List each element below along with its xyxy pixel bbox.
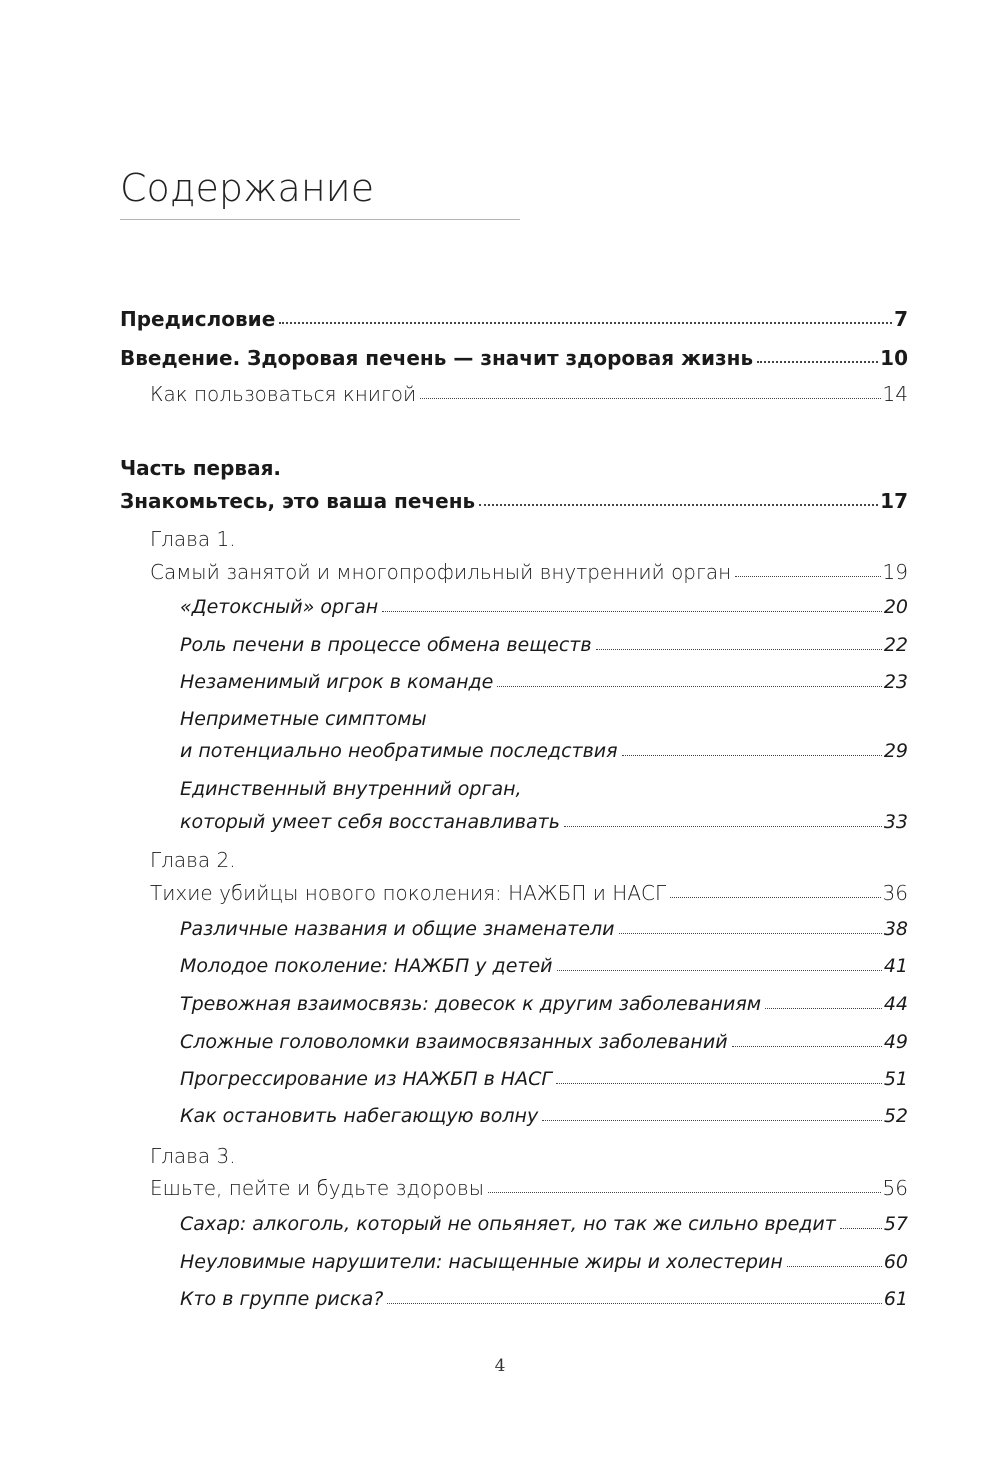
toc-entry-label: Введение. Здоровая печень — значит здоровая жизнь: [120, 346, 754, 370]
toc-entry-subsection[interactable]: [180, 1033, 908, 1052]
toc-entry-page: 52: [883, 1105, 908, 1127]
leader-dots: [765, 1008, 882, 1009]
toc-entry-chapter-3[interactable]: [150, 1178, 908, 1198]
toc-entry-howto[interactable]: [150, 384, 908, 404]
toc-entry-page: 36: [882, 881, 908, 905]
toc-entry-page: 19: [882, 560, 908, 584]
toc-entry-label: «Детоксный» орган: [180, 596, 379, 618]
toc-entry-label: Сложные головоломки взаимосвязанных заболеваний: [180, 1031, 728, 1053]
toc-entry-page: 23: [883, 671, 908, 693]
leader-dots: [556, 1083, 882, 1084]
leader-dots: [279, 322, 892, 324]
toc-entry-page: 51: [883, 1068, 908, 1090]
leader-dots: [387, 1303, 881, 1304]
title-divider: [120, 219, 520, 220]
toc-entry-subsection[interactable]: [180, 1215, 908, 1234]
toc-entry-subsection[interactable]: [180, 636, 908, 655]
leader-dots: [787, 1266, 882, 1267]
toc-entry-subsection[interactable]: [180, 1070, 908, 1089]
toc-entry-page: 20: [883, 596, 908, 618]
leader-dots: [757, 361, 878, 363]
toc-entry-label-line: Неприметные симптомы: [180, 708, 427, 730]
toc-entry-label: Знакомьтесь, это ваша печень: [120, 489, 476, 513]
leader-dots: [557, 970, 882, 971]
toc-entry-label: Предисловие: [120, 307, 276, 331]
toc-entry-page: 29: [883, 740, 908, 762]
leader-dots: [479, 504, 878, 506]
leader-dots: [497, 686, 881, 687]
toc-entry-page: 17: [880, 489, 908, 513]
toc-entry-label: Ешьте, пейте и будьте здоровы: [150, 1176, 485, 1200]
leader-dots: [619, 933, 882, 934]
leader-dots: [840, 1228, 882, 1229]
toc-entry-label: Тихие убийцы нового поколения: НАЖБП и НАСГ: [150, 881, 667, 905]
toc-entry-part1[interactable]: [120, 491, 908, 511]
page-number: 4: [494, 1356, 506, 1376]
toc-entry-page: 10: [880, 346, 908, 370]
leader-dots: [382, 611, 882, 612]
leader-dots: [488, 1192, 880, 1193]
leader-dots: [420, 398, 880, 399]
leader-dots: [732, 1046, 882, 1047]
toc-entry-label: который умеет себя восстанавливать: [180, 811, 560, 833]
toc-entry-label: Сахар: алкоголь, который не опьяняет, но так же сильно вредит: [180, 1213, 836, 1235]
page-title: Содержание: [120, 166, 375, 210]
toc-entry-page: 61: [883, 1288, 908, 1310]
toc-entry-subsection[interactable]: [180, 920, 908, 939]
toc-entry-page: 38: [883, 918, 908, 940]
toc-entry-page: 22: [883, 634, 908, 656]
toc-entry-label: Различные названия и общие знаменатели: [180, 918, 615, 940]
toc-entry-subsection[interactable]: [180, 1290, 908, 1309]
leader-dots: [596, 649, 882, 650]
toc-entry-page: 7: [894, 307, 908, 331]
toc-entry-label: Незаменимый игрок в команде: [180, 671, 494, 693]
toc-entry-label: и потенциально необратимые последствия: [180, 740, 618, 762]
toc-entry-subsection[interactable]: [180, 957, 908, 976]
leader-dots: [564, 826, 882, 827]
toc-entry-subsection[interactable]: [180, 995, 908, 1014]
toc-entry-label: Кто в группе риска?: [180, 1288, 384, 1310]
toc-entry-subsection[interactable]: [180, 1107, 908, 1126]
toc-entry-label: Тревожная взаимосвязь: довесок к другим заболеваниям: [180, 993, 762, 1015]
toc-entry-subsection[interactable]: [180, 742, 908, 761]
toc-entry-page: 14: [882, 382, 908, 406]
toc-entry-label-line: Единственный внутренний орган,: [180, 778, 522, 800]
toc-entry-label: Неуловимые нарушители: насыщенные жиры и холестерин: [180, 1251, 783, 1273]
toc-entry-page: 41: [883, 955, 908, 977]
leader-dots: [670, 897, 880, 898]
toc-entry-preface[interactable]: [120, 309, 908, 329]
leader-dots: [622, 755, 882, 756]
chapter-heading: Глава 2.: [150, 848, 236, 872]
toc-entry-subsection[interactable]: [180, 1253, 908, 1272]
toc-entry-label: Прогрессирование из НАЖБП в НАСГ: [180, 1068, 552, 1090]
toc-entry-page: 60: [883, 1251, 908, 1273]
toc-entry-subsection[interactable]: [180, 673, 908, 692]
toc-entry-intro[interactable]: [120, 348, 908, 368]
toc-entry-page: 44: [883, 993, 908, 1015]
toc-entry-label: Молодое поколение: НАЖБП у детей: [180, 955, 553, 977]
chapter-heading: Глава 3.: [150, 1144, 236, 1168]
part-heading: Часть первая.: [120, 456, 282, 480]
toc-entry-page: 33: [883, 811, 908, 833]
leader-dots: [735, 576, 880, 577]
toc-entry-label: Как остановить набегающую волну: [180, 1105, 539, 1127]
toc-entry-page: 56: [882, 1176, 908, 1200]
toc-entry-page: 57: [883, 1213, 908, 1235]
toc-entry-label: Как пользоваться книгой: [150, 382, 417, 406]
toc-entry-label: Самый занятой и многопрофильный внутренний орган: [150, 560, 732, 584]
toc-entry-label: Роль печени в процессе обмена веществ: [180, 634, 592, 656]
chapter-heading: Глава 1.: [150, 527, 236, 551]
toc-entry-page: 49: [883, 1031, 908, 1053]
toc-entry-subsection[interactable]: [180, 598, 908, 617]
toc-entry-chapter-2[interactable]: [150, 883, 908, 903]
toc-entry-subsection[interactable]: [180, 813, 908, 832]
leader-dots: [542, 1120, 882, 1121]
toc-entry-chapter-1[interactable]: [150, 562, 908, 582]
